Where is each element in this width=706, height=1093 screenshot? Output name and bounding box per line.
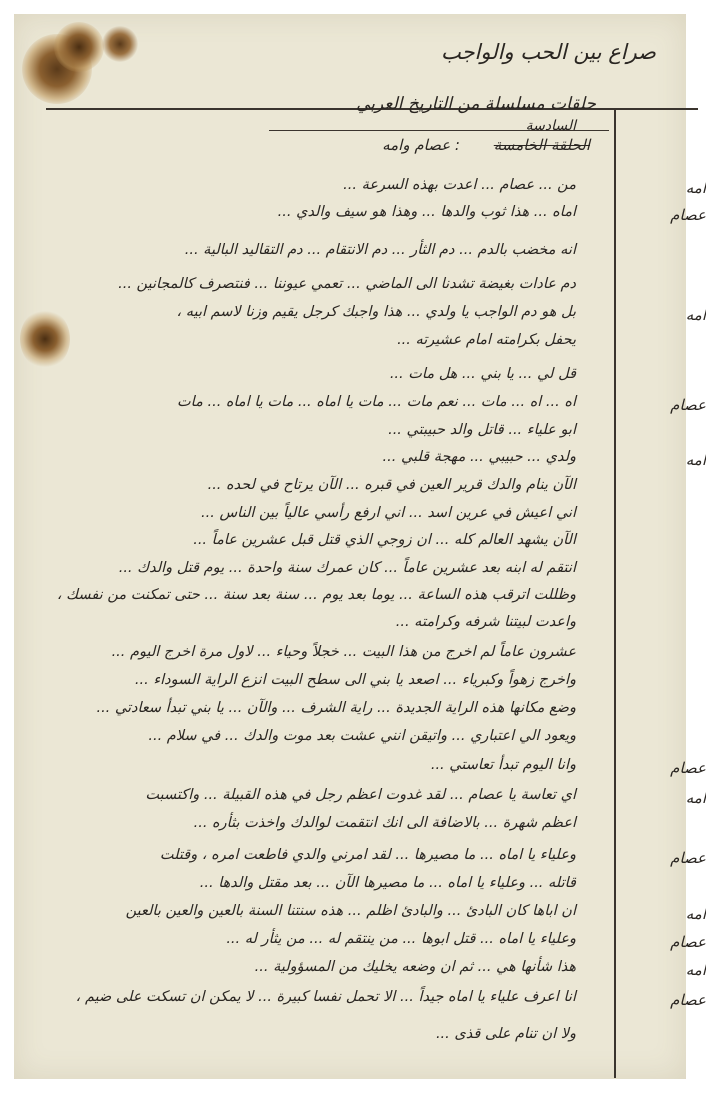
dialogue-line: بل هو دم الواجب يا ولدي ... هذا واجبك كرجل يقيم وزنا لاسم ابيه ، xyxy=(176,304,576,320)
dialogue-line: وضع مكانها هذه الراية الجديدة ... راية الشرف ... والآن ... يا بني تبدأ سعادتي ... xyxy=(96,700,576,716)
dialogue-line: وانا اليوم تبدأ تعاستي ... xyxy=(430,757,576,773)
dialogue-line: ابو علياء ... قاتل والد حبيبتي ... xyxy=(388,422,576,438)
dialogue-line: وعلياء يا اماه ... ما مصيرها ... لقد امرني والدي فاطعت امره ، وقتلت xyxy=(159,847,576,863)
dialogue-line: ولدي ... حبيبي ... مهجة قلبي ... xyxy=(382,449,576,465)
episode-correction: السادسة xyxy=(525,118,576,134)
burn-stain-top-left-2 xyxy=(54,22,104,72)
dialogue-line: وظللت اترقب هذه الساعة ... يوما بعد يوم ... سنة بعد سنة ... حتى تمكنت من نفسك ، xyxy=(56,587,576,603)
dialogue-line: هذا شأنها هي ... ثم ان وضعه يخليك من المسؤولية ... xyxy=(254,959,576,975)
dialogue-line: وعلياء يا اماه ... قتل ابوها ... من ينتقم له ... من يثأر له ... xyxy=(226,931,576,947)
dialogue-line: اماه ... هذا ثوب والدها ... وهذا هو سيف والدي ... xyxy=(277,204,576,220)
speaker-label: امه xyxy=(685,306,706,324)
speaker-label: امه xyxy=(685,905,706,923)
speaker-label: امه xyxy=(685,451,706,469)
top-title: صراع بين الحب والواجب xyxy=(440,40,656,64)
manuscript-page xyxy=(14,14,706,1079)
dialogue-line: ولا ان تنام على قذى ... xyxy=(435,1026,576,1042)
dialogue-line: من ... عصام ... اعدت بهذه السرعة ... xyxy=(343,177,576,193)
dialogue-line: اني اعيش في عرين اسد ... اني ارفع رأسي عالياً بين الناس ... xyxy=(201,505,576,521)
dialogue-line: اعظم شهرة ... بالاضافة الى انك انتقمت لوالدك واخذت بثأره ... xyxy=(193,815,576,831)
dialogue-line: دم عادات بغيضة تشدنا الى الماضي ... تعمي عيوننا ... فنتصرف كالمجانين ... xyxy=(118,276,576,292)
speaker-label: عصام xyxy=(670,206,706,224)
speaker-label: عصام xyxy=(670,991,706,1009)
dialogue-line: عشرون عاماً لم اخرج من هذا البيت ... خجلاً وحياء ... لاول مرة اخرج اليوم ... xyxy=(111,644,576,660)
burn-stain-top-left-3 xyxy=(102,26,138,62)
dialogue-line: يحفل بكرامته امام عشيرته ... xyxy=(397,332,576,348)
dialogue-line: قل لي ... يا بني ... هل مات ... xyxy=(389,366,576,382)
speaker-label: امه xyxy=(685,179,706,197)
dialogue-line: الآن ينام والدك قرير العين في قبره ... الآن يرتاح في لحده ... xyxy=(207,477,576,493)
speaker-label: عصام xyxy=(670,396,706,414)
dialogue-line: اي تعاسة يا عصام ... لقد غدوت اعظم رجل في هذه القبيلة ... واكتسبت xyxy=(145,787,576,803)
speaker-label: عصام xyxy=(670,759,706,777)
dialogue-line: قاتله ... وعلياء يا اماه ... ما مصيرها الآن ... بعد مقتل والدها ... xyxy=(199,875,576,891)
speaker-label: امه xyxy=(685,789,706,807)
episode-subtitle: : عصام وامه xyxy=(382,136,460,154)
burn-stain-left-mid xyxy=(20,309,70,369)
dialogue-line: ان اباها كان البادئ ... والبادئ اظلم ... هذه سنتنا السنة بالعين والعين بالعين xyxy=(125,903,576,919)
burn-stain-top-left xyxy=(22,34,92,104)
speaker-label: امه xyxy=(685,961,706,979)
dialogue-line: واعدت لبيتنا شرفه وكرامته ... xyxy=(395,614,576,630)
speaker-label: عصام xyxy=(670,933,706,951)
dialogue-line: الآن يشهد العالم كله ... ان زوجي الذي قتل قبل عشرين عاماً ... xyxy=(193,532,576,548)
series-title: حلقات مسلسلة من التاريخ العربي xyxy=(356,94,596,114)
dialogue-line: انا اعرف علياء يا اماه جيداً ... الا تحمل نفسا كبيرة ... لا يمكن ان تسكت على ضيم ، xyxy=(75,989,576,1005)
dialogue-line: ويعود الي اعتباري ... واتيقن انني عشت بعد موت والدك ... في سلام ... xyxy=(148,728,576,744)
speaker-column-rule xyxy=(614,108,616,1078)
dialogue-line: واخرج زهواً وكبرياء ... اصعد يا بني الى سطح البيت انزع الراية السوداء ... xyxy=(134,672,576,688)
speaker-label: عصام xyxy=(670,849,706,867)
dialogue-line: اه ... اه ... مات ... نعم مات ... مات يا اماه ... مات يا اماه ... مات xyxy=(177,394,576,410)
episode-label-struck: الحلقة الخامسة xyxy=(493,136,590,154)
dialogue-line: انه مخضب بالدم ... دم الثأر ... دم الانتقام ... دم التقاليد البالية ... xyxy=(184,242,576,258)
dialogue-line: انتقم له ابنه بعد عشرين عاماً ... كان عمرك سنة واحدة ... يوم قتل والدك ... xyxy=(118,560,576,576)
